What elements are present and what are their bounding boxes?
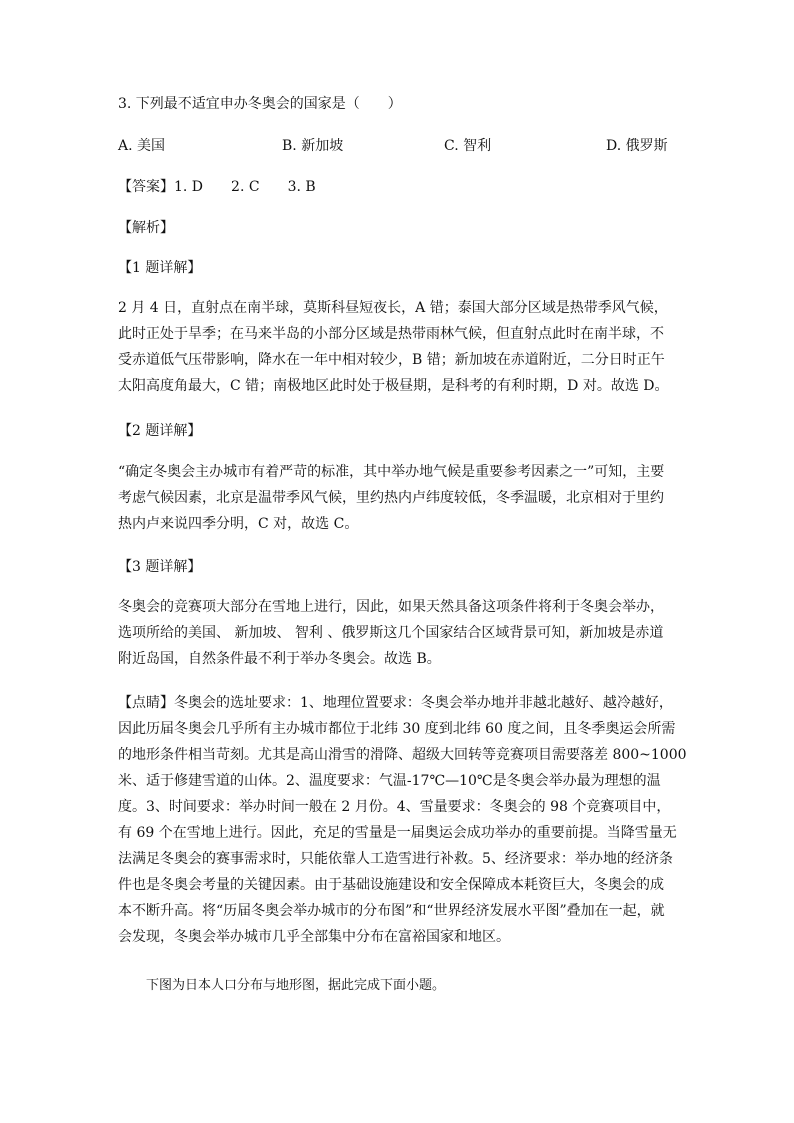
question-3-stem: 3. 下列最不适宜申办冬奥会的国家是（ ） <box>118 96 402 112</box>
answer-item-3: 3. B <box>287 179 316 195</box>
analysis-heading: 【解析】 <box>118 220 174 236</box>
next-question-intro: 下图为日本人口分布与地形图，据此完成下面小题。 <box>146 978 446 993</box>
detail-2-line: 考虑气候因素，北京是温带季风气候，里约热内卢纬度较低，冬季温暖，北京相对于里约 <box>118 490 664 506</box>
option-a: A. 美国 <box>118 138 166 154</box>
detail-2-heading: 【2 题详解】 <box>118 423 202 439</box>
tip-line: 件也是冬奥会考量的关键因素。由于基础设施建设和安全保障成本耗资巨大，冬奥会的成 <box>118 877 664 893</box>
tip-line: 会发现，冬奥会举办城市几乎全部集中分布在富裕国家和地区。 <box>118 929 510 945</box>
detail-3-line: 冬奥会的竞赛项大部分在雪地上进行，因此，如果天然具备这项条件将利于冬奥会举办， <box>118 599 664 615</box>
detail-3-line: 附近岛国，自然条件最不利于举办冬奥会。故选 B。 <box>118 651 441 667</box>
tip-line: 法满足冬奥会的赛事需求时，只能依靠人工造雪进行补救。5、经济要求：举办地的经济条 <box>118 851 673 867</box>
tip-line: 【点睛】冬奥会的选址要求：1、地理位置要求：冬奥会举办地并非越北越好、越冷越好， <box>118 695 673 711</box>
tip-line: 米、适于修建雪道的山体。2、温度要求：气温-17℃—10℃是冬奥会举办最为理想的温 <box>118 773 661 789</box>
tip-line: 度。3、时间要求：举办时间一般在 2 月份。4、雪量要求：冬奥会的 98 个竞赛项目中， <box>118 799 671 815</box>
detail-1-heading: 【1 题详解】 <box>118 260 202 276</box>
tip-line: 本不断升高。将“历届冬奥会举办城市的分布图”和“世界经济发展水平图”叠加在一起，就 <box>118 903 665 919</box>
detail-2-body <box>118 459 678 537</box>
answer-item-1: 1. D <box>174 179 204 195</box>
option-c: C. 智利 <box>444 138 492 154</box>
answer-label: 【答案】 <box>118 179 174 195</box>
tip-body <box>118 690 687 950</box>
option-b: B. 新加坡 <box>282 138 344 154</box>
detail-1-line: 受赤道低气压带影响，降水在一年中相对较少，B 错；新加坡在赤道附近，二分日时正午 <box>118 352 665 368</box>
detail-3-line: 选项所给的美国、 新加坡、 智利 、俄罗斯这几个国家结合区域背景可知，新加坡是赤道 <box>118 625 664 641</box>
detail-1-line: 2 月 4 日，直射点在南半球，莫斯科昼短夜长，A 错；泰国大部分区域是热带季风气候， <box>118 300 668 316</box>
detail-2-line: “确定冬奥会主办城市有着严苛的标准，其中举办地气候是重要参考因素之一”可知，主要 <box>118 464 665 480</box>
detail-1-line: 太阳高度角最大，C 错；南极地区此时处于极昼期，是科考的有利时期，D 对。故选 D。 <box>118 378 669 394</box>
detail-3-body <box>118 594 678 672</box>
detail-1-body <box>118 295 678 399</box>
answer-item-2: 2. C <box>231 179 260 195</box>
tip-line: 有 69 个在雪地上进行。因此，充足的雪量是一届奥运会成功举办的重要前提。当降雪量无 <box>118 825 677 841</box>
tip-line: 因此历届冬奥会几乎所有主办城市都位于北纬 30 度到北纬 60 度之间，且冬季奥运会所需 <box>118 721 676 737</box>
answer-line <box>118 177 316 197</box>
tip-line: 的地形条件相当苛刻。尤其是高山滑雪的滑降、超级大回转等竞赛项目需要落差 800~1000 <box>118 747 687 763</box>
detail-1-line: 此时正处于旱季；在马来半岛的小部分区域是热带雨林气候，但直射点此时在南半球，不 <box>118 326 664 342</box>
detail-3-heading: 【3 题详解】 <box>118 559 202 575</box>
option-d: D. 俄罗斯 <box>606 138 668 154</box>
detail-2-line: 热内卢来说四季分明，C 对，故选 C。 <box>118 516 359 532</box>
